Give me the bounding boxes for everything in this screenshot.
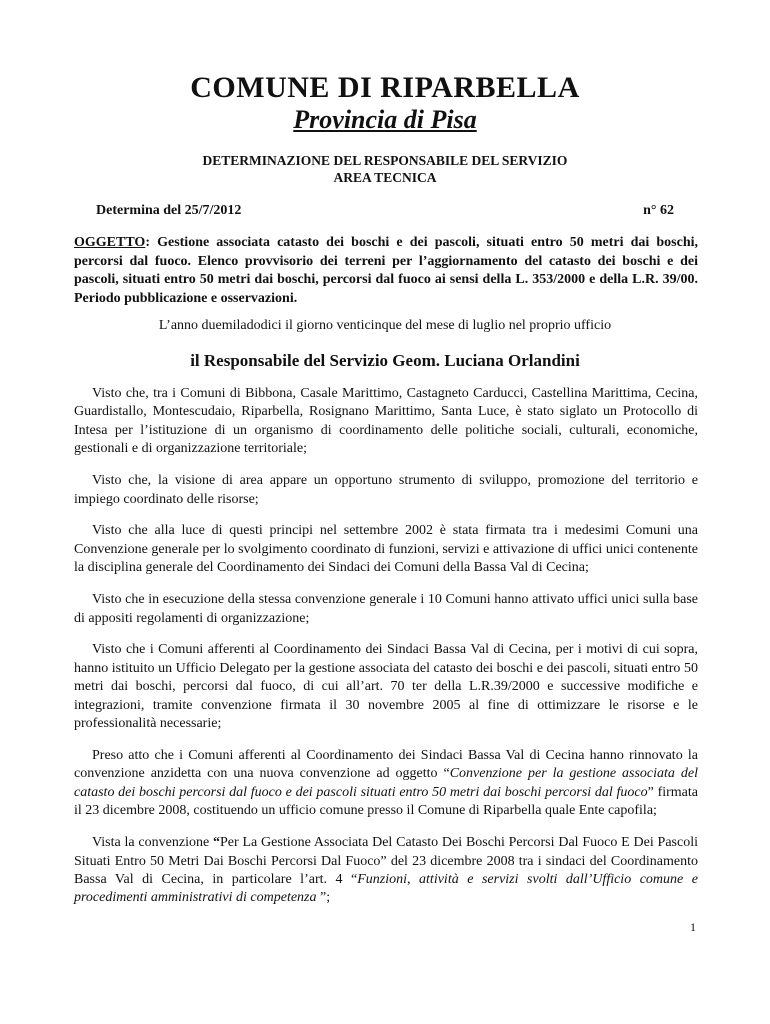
page-title: COMUNE DI RIPARBELLA — [190, 71, 580, 104]
paragraph-2: Visto che, la visione di area appare un opportuno strumento di sviluppo, promozione del territorio e impiego coordinato delle risorse; — [74, 473, 698, 507]
paragraph-6-convention-title: Convenzione per la gestione associata del catasto dei boschi percorsi dal fuoco e dei pascoli situati entro 50 metri dai boschi percorsi dal fuoco — [74, 766, 698, 800]
paragraph-7-part-c: Per La Gestione Associata Del Catasto Dei Boschi Percorsi Dal Fuoco E Dei Pascoli Situati Entro 50 Metri Dai Boschi Percorsi Dal Fuoco” del 23 dicembre 2008 tra i sindaci del Coordinamento Bassa Val di Cecina, in particolare l’art. 4 “ — [74, 835, 698, 887]
determina-date: Determina del 25/7/2012 — [96, 203, 242, 218]
paragraph-6-part-a: Preso atto che i Comuni afferenti al Coordinamento dei Sindaci Bassa Val di Cecina hanno rinnovato la convenzione anzidetta con una nuova convenzione ad oggetto “ — [74, 748, 698, 782]
paragraph-1: Visto che, tra i Comuni di Bibbona, Casale Marittimo, Castagneto Carducci, Castellina Marittima, Cecina, Guardistallo, Montescudaio, Riparbella, Rosignano Marittimo, Santa Luce, è stato siglato un Protocollo di Intesa per l’istituzione di un organismo di coordinamento delle politiche sociali, culturali, economiche, gestionali e di organizzazione territoriale; — [74, 386, 698, 457]
paragraph-6-part-c: ” firmata il 23 dicembre 2008, costituendo un ufficio comune presso il Comune di Riparbella quale Ente capofila; — [74, 784, 698, 819]
paragraph-7-part-a: Vista la convenzione — [92, 835, 213, 851]
page-number: 1 — [690, 920, 696, 934]
oggetto-label: OGGETTO — [74, 235, 146, 250]
determina-number: n° 62 — [643, 203, 674, 218]
paragraph-5: Visto che i Comuni afferenti al Coordinamento dei Sindaci Bassa Val di Cecina, per i motivi di cui sopra, hanno istituito un Ufficio Delegato per la gestione associata del catasto dei boschi e dei pascoli, situati entro 50 metri dai boschi, percorsi dal fuoco, di cui all’art. 70 ter della L.R.39/2000 e successive modifiche e integrazioni, tramite convenzione firmata il 30 novembre 2005 al fine di ottimizzare le risorse e le professionalità necessarie; — [74, 642, 698, 732]
determina-row — [96, 202, 674, 220]
section-heading-line-2: AREA TECNICA — [333, 170, 437, 185]
oggetto-block — [74, 234, 698, 308]
page-subtitle: Provincia di Pisa — [293, 105, 477, 134]
intro-line: L’anno duemiladodici il giorno venticinque del mese di luglio nel proprio ufficio — [158, 318, 612, 333]
oggetto-text: : Gestione associata catasto dei boschi e dei pascoli, situati entro 50 metri dai boschi, percorsi dal fuoco. Elenco provvisorio dei terreni per l’aggiornamento del catasto dei boschi e dei pascoli, situati entro 50 metri dai boschi, percorsi dal fuoco ai sensi della L. 353/2000 e della L.R. 39/00. Periodo pubblicazione e osservazioni. — [74, 235, 698, 306]
paragraph-3: Visto che alla luce di questi principi nel settembre 2002 è stata firmata tra i medesimi Comuni una Convenzione generale per lo svolgimento coordinato di funzioni, servizi e attivazione di uffici unici contenente la disciplina generale del Coordinamento dei Sindaci dei Comuni della Bassa Val di Cecina; — [74, 523, 698, 576]
responsabile-heading: il Responsabile del Servizio Geom. Luciana Orlandini — [190, 351, 580, 370]
paragraph-7-article-title: Funzioni, attività e servizi svolti dall’Ufficio comune e procedimenti amministrativi di competenza — [74, 871, 698, 906]
paragraph-4: Visto che in esecuzione della stessa convenzione generale i 10 Comuni hanno attivato uffici unici sulla base di appositi regolamenti di organizzazione; — [74, 592, 698, 626]
paragraph-6 — [74, 747, 698, 821]
paragraph-7-part-e: ”; — [316, 890, 331, 906]
paragraph-7 — [74, 834, 698, 908]
paragraph-7-open-quote: “ — [213, 835, 220, 851]
section-heading-line-1: DETERMINAZIONE DEL RESPONSABILE DEL SERVIZIO — [202, 153, 568, 168]
body-text — [74, 385, 698, 921]
